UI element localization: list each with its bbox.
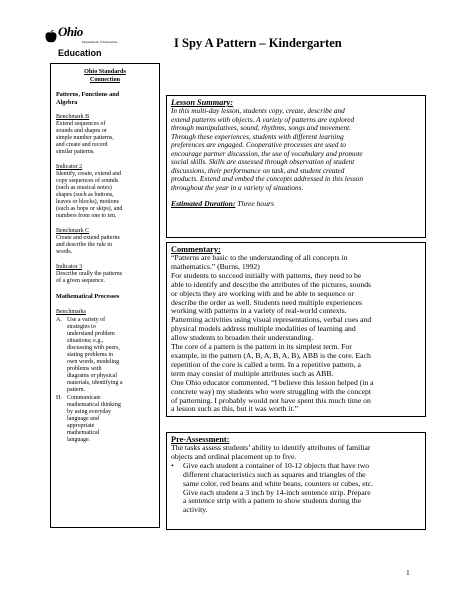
text-line: example, in the pattern (A, B, A, B, A, B), ABB is the core. Each — [171, 350, 371, 360]
benchmark-text — [56, 171, 154, 220]
lesson-summary-box — [166, 95, 426, 238]
text-line: mathematical — [67, 429, 100, 436]
text-line: shapes (such as buttons, — [56, 192, 114, 198]
text-line: similar patterns. — [56, 149, 95, 155]
benchmark-label: Benchmark C — [56, 228, 90, 234]
text-line: preferences are engaged. Cooperative processes are used to — [171, 140, 346, 149]
text-line: (such as musical notes) — [56, 185, 112, 191]
text-line: Use a variety of — [67, 316, 106, 323]
text-line: Create and extend patterns — [56, 235, 120, 241]
preassessment-heading: Pre-Assessment: — [171, 435, 230, 444]
logo-ohio-text: Ohio — [58, 24, 83, 39]
page-title: I Spy A Pattern – Kindergarten — [174, 36, 342, 50]
estimated-duration — [171, 199, 421, 208]
list-marker: A. — [56, 316, 62, 323]
list-item-text — [67, 395, 121, 444]
summary-text — [171, 107, 421, 192]
benchmark-text — [56, 271, 154, 285]
text-line: (such as hops or skips), and — [56, 206, 123, 212]
preassessment-box — [166, 432, 426, 530]
text-line: and create and record — [56, 142, 108, 148]
text-line: language. — [67, 436, 91, 443]
text-line: by using everyday — [67, 408, 111, 415]
text-line: allow students to broaden their understanding. — [171, 333, 314, 343]
text-line: extend patterns with objects. A variety of patterns are explored — [171, 114, 355, 124]
text-line: encourage partner discussion, the use of vocabulary and promote — [171, 148, 363, 158]
text-line: problems with — [67, 365, 102, 372]
text-line: sounds and shapes or — [56, 128, 107, 134]
text-line: activity. — [183, 505, 208, 515]
text-line: physical models address multiple modalities of learning and — [171, 324, 356, 334]
text-line: pattern. — [67, 386, 86, 393]
text-line: Through these experiences, students with different learning — [171, 131, 344, 141]
text-line: own words, modeling — [67, 358, 120, 365]
text-line: repetition of the core is called a term. In a repetitive pattern, a — [171, 359, 361, 369]
text-line: discussing with peers, — [67, 344, 120, 351]
text-line: or objects they are working with and be able to sequence or — [171, 288, 354, 298]
sidebar-section-processes: Mathematical Processes — [56, 293, 120, 300]
bullet-marker: • — [171, 460, 174, 470]
text-line: Communicate — [67, 394, 101, 401]
text-line: understand problem — [67, 330, 115, 337]
benchmark-text — [56, 235, 154, 256]
text-line: materials, identifying a — [67, 379, 123, 386]
sidebar-section-patterns — [56, 91, 154, 106]
text-line: For students to succeed initially with patterns, they need to be — [171, 270, 362, 280]
list-item — [56, 317, 154, 394]
standards-sidebar — [50, 63, 160, 528]
preassessment-bullet-item — [171, 462, 421, 515]
text-line: language and — [67, 415, 99, 422]
text-line: different characteristics such as squares and triangles of the — [183, 469, 366, 479]
text-line: same color, red beans and white beans, counters or cubes, etc. — [183, 478, 374, 488]
text-line: social skills. Skills are assessed through observation of student — [171, 157, 355, 166]
text-line: through manipulatives, sound, rhythms, songs and movement. — [171, 123, 351, 132]
text-line: term may consist of multiple attributes such as ABB. — [171, 368, 334, 378]
text-line: Give each student a container of 10-12 objects that have two — [183, 460, 370, 470]
text-line: of patterning. I probably would not have spent this much time on — [171, 395, 371, 405]
text-line: products. Extend and embed the concepts addressed in this lesson — [171, 174, 363, 183]
text-line: concrete way) my students who were struggling with the concept — [171, 386, 372, 396]
benchmarks-label: Benchmarks — [56, 308, 86, 315]
benchmark-list — [56, 114, 154, 285]
sidebar-heading — [56, 68, 154, 83]
text-line: Describe orally the patterns — [56, 271, 123, 277]
duration-value: Three hours — [237, 199, 274, 208]
list-marker: H. — [56, 394, 62, 401]
section-line: Algebra — [56, 98, 78, 106]
text-line: mathematics.” (Burns, 1992) — [171, 261, 260, 271]
summary-heading: Lesson Summary: — [171, 98, 234, 107]
duration-label: Estimated Duration: — [171, 199, 236, 208]
text-line: a lesson such as this, but it was worth it.” — [171, 404, 299, 414]
preassessment-text — [171, 444, 421, 462]
text-line: and describe the rule in — [56, 242, 112, 248]
text-line: The tasks assess students’ ability to identify attributes of familiar — [171, 443, 371, 452]
text-line: situations; e.g., — [67, 337, 104, 344]
text-line: appropriate — [67, 422, 95, 429]
logo-department-text: Department of Education — [82, 40, 118, 44]
text-line: stating problems in — [67, 351, 113, 358]
section-line: Patterns, Functions and — [56, 91, 120, 98]
text-line: able to identify and describe the attributes of the pictures, sounds — [171, 279, 372, 289]
text-line: Identify, create, extend and — [56, 171, 122, 177]
commentary-box — [166, 242, 426, 417]
list-item-text — [67, 317, 122, 394]
commentary-text — [171, 254, 421, 414]
text-line: discussions, their performance on task, and student created — [171, 165, 345, 175]
text-line: Extend sequences of — [56, 121, 106, 127]
text-line: a sentence strip with a pattern to show students during the — [183, 496, 362, 506]
text-line: simple number patterns, — [56, 135, 114, 141]
text-line: throughout the year in a variety of situations. — [171, 182, 304, 192]
sidebar-heading-line: Ohio Standards — [84, 68, 126, 75]
sidebar-heading-line: Connection — [89, 75, 121, 83]
text-line: objects and ordinal placement up to five. — [171, 451, 297, 461]
benchmark-label: Benchmark B — [56, 114, 90, 120]
text-line: mathematical thinking — [67, 401, 121, 408]
text-line: Patterning activities using visual representations, verbal cues and — [171, 315, 372, 325]
text-line: numbers from one to ten. — [56, 213, 117, 219]
benchmark-label: Indicator 2 — [56, 164, 83, 170]
text-line: In this multi-day lesson, students copy, create, describe and — [171, 106, 345, 115]
text-line: describe the order as well. Students need multiple experiences — [171, 297, 363, 307]
text-line: leaves or blocks), motions — [56, 199, 119, 205]
text-line: copy sequences of sounds — [56, 178, 119, 184]
text-line: working with patterns in a variety of real-world contexts. — [171, 306, 347, 316]
benchmark-label: Indicator 3 — [56, 264, 83, 270]
commentary-heading: Commentary: — [171, 245, 221, 254]
list-item — [56, 395, 154, 444]
text-line: of a given sequence. — [56, 278, 105, 284]
text-line: “Patterns are basic to the understanding of all concepts in — [171, 253, 348, 262]
text-line: strategies to — [67, 323, 96, 330]
logo-education-text: Education — [58, 48, 102, 58]
ohio-education-logo — [44, 24, 124, 64]
bullet-text — [183, 462, 373, 515]
text-line: The core of a pattern is the pattern in its simplest term. For — [171, 342, 352, 352]
text-line: diagrams or physical — [67, 372, 117, 379]
text-line: words. — [56, 249, 73, 255]
process-list — [56, 317, 154, 444]
apple-icon — [44, 30, 58, 44]
benchmark-text — [56, 121, 154, 156]
text-line: Give each student a 3 inch by 14-inch sentence strip. Prepare — [183, 487, 371, 497]
page-number: 1 — [406, 568, 410, 577]
text-line: One Ohio educator commented, “I believe this lesson helped (in a — [171, 377, 374, 387]
